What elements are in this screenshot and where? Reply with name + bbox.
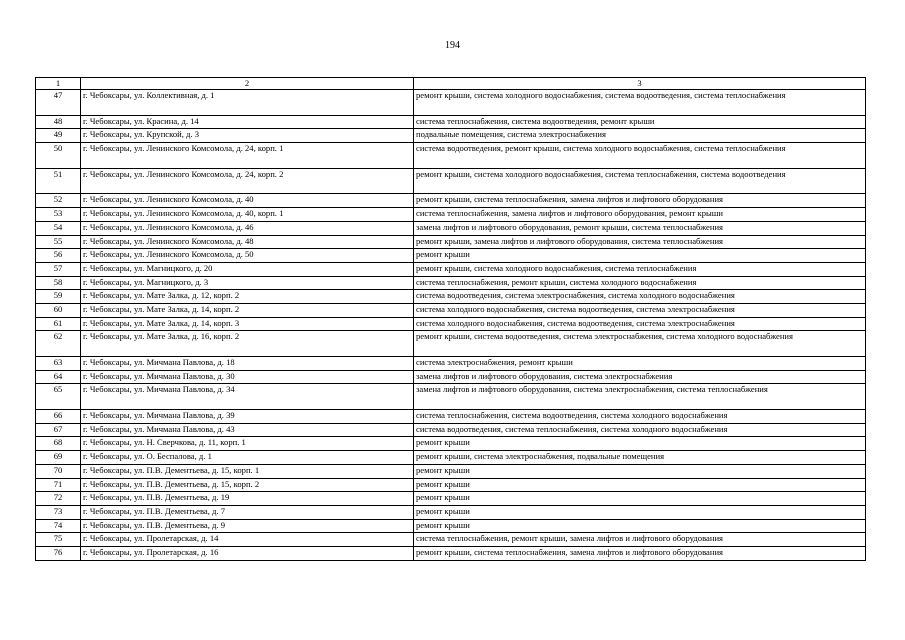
works-cell: ремонт крыши, система теплоснабжения, замена лифтов и лифтового оборудования [414, 194, 866, 208]
table-row [36, 235, 866, 249]
address-cell: г. Чебоксары, ул. Ленинского Комсомола, д. 40, корп. 1 [81, 208, 414, 222]
address-cell: г. Чебоксары, ул. Ленинского Комсомола, д. 50 [81, 249, 414, 263]
table-body [36, 90, 866, 561]
works-cell: замена лифтов и лифтового оборудования, система электроснабжения [414, 370, 866, 384]
row-number-cell: 49 [36, 129, 81, 143]
works-cell: замена лифтов и лифтового оборудования, система электроснабжения, система теплоснабжения [414, 384, 866, 410]
row-number-cell: 63 [36, 357, 81, 371]
table-row [36, 290, 866, 304]
address-cell: г. Чебоксары, ул. П.В. Дементьева, д. 9 [81, 519, 414, 533]
works-cell: система теплоснабжения, система водоотведения, ремонт крыши [414, 115, 866, 129]
address-cell: г. Чебоксары, ул. Ленинского Комсомола, д. 24, корп. 2 [81, 168, 414, 194]
address-cell: г. Чебоксары, ул. Ленинского Комсомола, д. 24, корп. 1 [81, 143, 414, 169]
works-cell: ремонт крыши [414, 478, 866, 492]
table-row [36, 262, 866, 276]
address-cell: г. Чебоксары, ул. Красина, д. 14 [81, 115, 414, 129]
row-number-cell: 48 [36, 115, 81, 129]
address-cell: г. Чебоксары, ул. Мичмана Павлова, д. 18 [81, 357, 414, 371]
table-header-row [36, 78, 866, 90]
address-cell: г. Чебоксары, ул. Мичмана Павлова, д. 30 [81, 370, 414, 384]
address-cell: г. Чебоксары, ул. П.В. Дементьева, д. 15, корп. 1 [81, 464, 414, 478]
table-row [36, 208, 866, 222]
table-row [36, 357, 866, 371]
address-cell: г. Чебоксары, ул. Крупской, д. 3 [81, 129, 414, 143]
row-number-cell: 68 [36, 437, 81, 451]
table-row [36, 194, 866, 208]
address-cell: г. Чебоксары, ул. Коллективная, д. 1 [81, 90, 414, 116]
address-cell: г. Чебоксары, ул. Н. Сверчкова, д. 11, корп. 1 [81, 437, 414, 451]
address-cell: г. Чебоксары, ул. Мате Залка, д. 14, корп. 2 [81, 303, 414, 317]
address-cell: г. Чебоксары, ул. Мичмана Павлова, д. 34 [81, 384, 414, 410]
table-row [36, 168, 866, 194]
row-number-cell: 61 [36, 317, 81, 331]
row-number-cell: 67 [36, 423, 81, 437]
address-cell: г. Чебоксары, ул. Магницкого, д. 20 [81, 262, 414, 276]
table-row [36, 464, 866, 478]
header-col-2: 2 [81, 78, 414, 90]
address-cell: г. Чебоксары, ул. Пролетарская, д. 16 [81, 546, 414, 560]
table-row [36, 115, 866, 129]
address-cell: г. Чебоксары, ул. Мате Залка, д. 12, корп. 2 [81, 290, 414, 304]
row-number-cell: 51 [36, 168, 81, 194]
row-number-cell: 59 [36, 290, 81, 304]
repair-table [35, 77, 866, 561]
works-cell: подвальные помещения, система электроснабжения [414, 129, 866, 143]
row-number-cell: 66 [36, 410, 81, 424]
row-number-cell: 55 [36, 235, 81, 249]
page-number: 194 [445, 40, 460, 51]
address-cell: г. Чебоксары, ул. Ленинского Комсомола, д. 40 [81, 194, 414, 208]
table-row [36, 276, 866, 290]
works-cell: ремонт крыши, замена лифтов и лифтового оборудования, система теплоснабжения [414, 235, 866, 249]
address-cell: г. Чебоксары, ул. П.В. Дементьева, д. 15, корп. 2 [81, 478, 414, 492]
works-cell: ремонт крыши [414, 492, 866, 506]
row-number-cell: 65 [36, 384, 81, 410]
row-number-cell: 73 [36, 505, 81, 519]
table-row [36, 331, 866, 357]
table-row [36, 317, 866, 331]
works-cell: система теплоснабжения, ремонт крыши, замена лифтов и лифтового оборудования [414, 533, 866, 547]
address-cell: г. Чебоксары, ул. Мате Залка, д. 16, корп. 2 [81, 331, 414, 357]
row-number-cell: 74 [36, 519, 81, 533]
address-cell: г. Чебоксары, ул. Ленинского Комсомола, д. 48 [81, 235, 414, 249]
table-row [36, 451, 866, 465]
row-number-cell: 72 [36, 492, 81, 506]
works-cell: ремонт крыши [414, 519, 866, 533]
works-cell: система водоотведения, ремонт крыши, система холодного водоснабжения, система теплоснабжения [414, 143, 866, 169]
works-cell: ремонт крыши [414, 249, 866, 263]
row-number-cell: 69 [36, 451, 81, 465]
address-cell: г. Чебоксары, ул. Ленинского Комсомола, д. 46 [81, 221, 414, 235]
works-cell: система теплоснабжения, ремонт крыши, система холодного водоснабжения [414, 276, 866, 290]
table-row [36, 221, 866, 235]
works-cell: ремонт крыши [414, 464, 866, 478]
address-cell: г. Чебоксары, ул. Мичмана Павлова, д. 39 [81, 410, 414, 424]
works-cell: система водоотведения, система электроснабжения, система холодного водоснабжения [414, 290, 866, 304]
works-cell: система холодного водоснабжения, система водоотведения, система электроснабжения [414, 303, 866, 317]
table-row [36, 143, 866, 169]
works-cell: ремонт крыши, система холодного водоснабжения, система водоотведения, система теплоснабжения [414, 90, 866, 116]
row-number-cell: 56 [36, 249, 81, 263]
table-row [36, 410, 866, 424]
table-row [36, 533, 866, 547]
row-number-cell: 75 [36, 533, 81, 547]
row-number-cell: 52 [36, 194, 81, 208]
works-cell: ремонт крыши, система теплоснабжения, замена лифтов и лифтового оборудования [414, 546, 866, 560]
table-row [36, 492, 866, 506]
works-cell: ремонт крыши, система холодного водоснабжения, система теплоснабжения [414, 262, 866, 276]
table-row [36, 384, 866, 410]
table-row [36, 437, 866, 451]
works-cell: ремонт крыши [414, 505, 866, 519]
table-row [36, 423, 866, 437]
row-number-cell: 58 [36, 276, 81, 290]
row-number-cell: 60 [36, 303, 81, 317]
address-cell: г. Чебоксары, ул. Магницкого, д. 3 [81, 276, 414, 290]
works-cell: ремонт крыши, система водоотведения, система электроснабжения, система холодного водоснабжения [414, 331, 866, 357]
row-number-cell: 71 [36, 478, 81, 492]
address-cell: г. Чебоксары, ул. П.В. Дементьева, д. 19 [81, 492, 414, 506]
works-cell: ремонт крыши, система электроснабжения, подвальные помещения [414, 451, 866, 465]
row-number-cell: 54 [36, 221, 81, 235]
row-number-cell: 70 [36, 464, 81, 478]
works-cell: система холодного водоснабжения, система водоотведения, система электроснабжения [414, 317, 866, 331]
works-cell: система водоотведения, система теплоснабжения, система холодного водоснабжения [414, 423, 866, 437]
header-col-3: 3 [414, 78, 866, 90]
row-number-cell: 50 [36, 143, 81, 169]
table-row [36, 370, 866, 384]
address-cell: г. Чебоксары, ул. Мате Залка, д. 14, корп. 3 [81, 317, 414, 331]
works-cell: ремонт крыши [414, 437, 866, 451]
row-number-cell: 76 [36, 546, 81, 560]
row-number-cell: 53 [36, 208, 81, 222]
table-row [36, 249, 866, 263]
table-row [36, 478, 866, 492]
table-row [36, 129, 866, 143]
works-cell: ремонт крыши, система холодного водоснабжения, система теплоснабжения, система водоотведения [414, 168, 866, 194]
row-number-cell: 57 [36, 262, 81, 276]
works-cell: система электроснабжения, ремонт крыши [414, 357, 866, 371]
header-col-1: 1 [36, 78, 81, 90]
table-row [36, 546, 866, 560]
works-cell: система теплоснабжения, система водоотведения, система холодного водоснабжения [414, 410, 866, 424]
works-cell: замена лифтов и лифтового оборудования, ремонт крыши, система теплоснабжения [414, 221, 866, 235]
row-number-cell: 64 [36, 370, 81, 384]
works-cell: система теплоснабжения, замена лифтов и лифтового оборудования, ремонт крыши [414, 208, 866, 222]
table-row [36, 505, 866, 519]
table-row [36, 519, 866, 533]
table-row [36, 90, 866, 116]
address-cell: г. Чебоксары, ул. П.В. Дементьева, д. 7 [81, 505, 414, 519]
address-cell: г. Чебоксары, ул. Мичмана Павлова, д. 43 [81, 423, 414, 437]
row-number-cell: 62 [36, 331, 81, 357]
address-cell: г. Чебоксары, ул. О. Беспалова, д. 1 [81, 451, 414, 465]
table-row [36, 303, 866, 317]
row-number-cell: 47 [36, 90, 81, 116]
address-cell: г. Чебоксары, ул. Пролетарская, д. 14 [81, 533, 414, 547]
